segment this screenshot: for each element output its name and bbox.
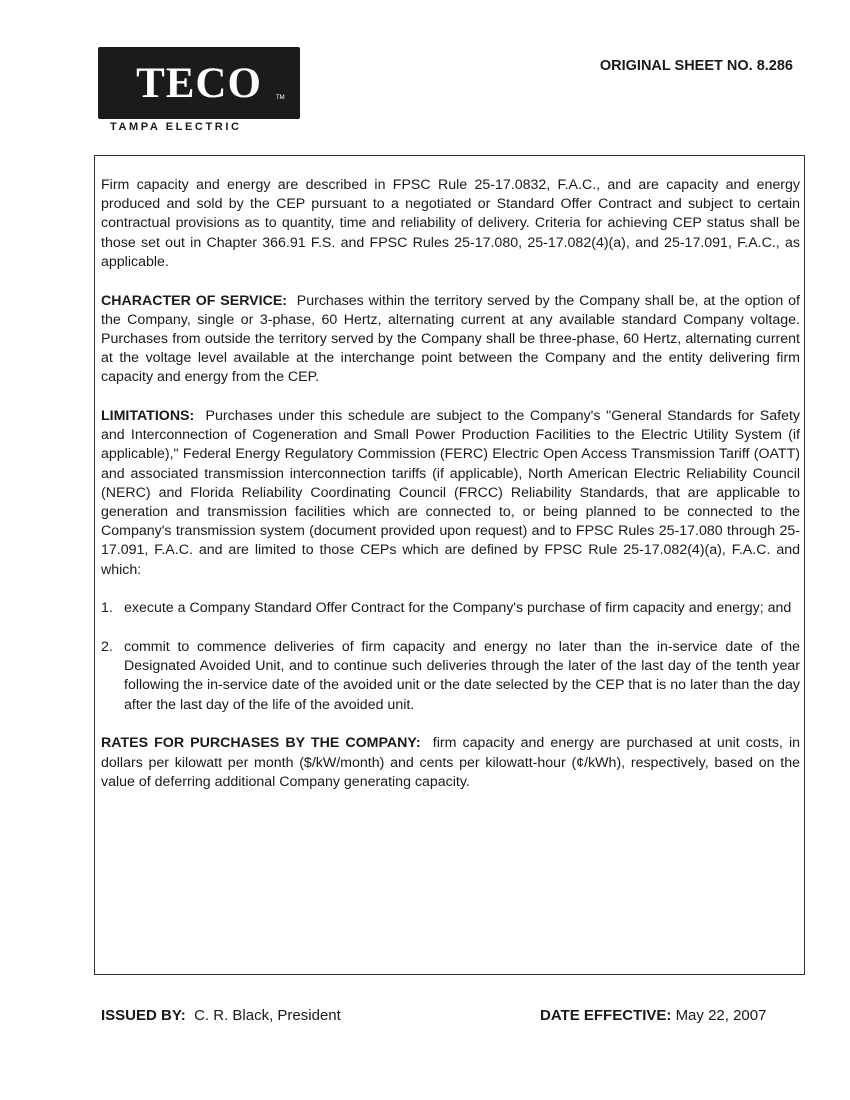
date-effective-value: May 22, 2007 bbox=[675, 1007, 767, 1024]
character-of-service-heading: CHARACTER OF SERVICE: bbox=[101, 292, 288, 309]
date-effective bbox=[540, 1007, 766, 1024]
logo-wordmark: TECO bbox=[136, 60, 262, 107]
intro-paragraph: Firm capacity and energy are described in FPSC Rule 25-17.0832, F.A.C., and are capacity and energy produced and sold by the CEP pursuant to a negotiated or Standard Offer Contract and subject to certain contractual provisions as to quantity, time and reliability of delivery. Criteria for achieving CEP status shall be those set out in Chapter 366.91 F.S. and FPSC Rules 25-17.080, 25-17.082(4)(a), and 25-17.091, F.A.C., as applicable. bbox=[101, 177, 800, 270]
issued-by-label: ISSUED BY: bbox=[101, 1007, 186, 1024]
character-of-service-text: Purchases within the territory served by the Company shall be, at the option of the Company, single or 3-phase, 60 Hertz, alternating current at any available standard Company voltage. Purchases from outside the territory served by the Company shall be three-phase, 60 Hertz, alternating current at the voltage level available at the interchange point between the Company and the entity delivering firm capacity and energy from the CEP. bbox=[101, 292, 800, 386]
issued-by bbox=[101, 1007, 341, 1024]
tariff-body bbox=[101, 176, 800, 811]
list-text: commit to commence deliveries of firm capacity and energy no later than the in-service date of the Designated Avoided Unit, and to continue such deliveries through the later of the last day of the tenth year following the in-service date of the avoided unit or the date selected by the CEP that is no later than the day after the last day of the life of the avoided unit. bbox=[124, 639, 800, 713]
list-item bbox=[101, 638, 800, 715]
character-of-service-paragraph bbox=[101, 292, 800, 388]
rates-text: firm capacity and energy are purchased at unit costs, in dollars per kilowatt per month ($/kW/month) and cents per kilowatt-hour (¢/kWh), respectively, based on the value of deferring additional Company generating capacity. bbox=[101, 735, 800, 790]
issued-by-value: C. R. Black, President bbox=[194, 1007, 341, 1024]
logo-subtitle: TAMPA ELECTRIC bbox=[110, 121, 242, 133]
list-number: 1. bbox=[101, 600, 113, 617]
rates-paragraph bbox=[101, 734, 800, 792]
limitations-heading: LIMITATIONS: bbox=[101, 408, 195, 425]
logo-trademark: TM bbox=[276, 95, 285, 101]
list-text: execute a Company Standard Offer Contract for the Company's purchase of firm capacity and energy; and bbox=[124, 600, 792, 617]
rates-heading: RATES FOR PURCHASES BY THE COMPANY: bbox=[101, 735, 421, 752]
limitations-paragraph bbox=[101, 407, 800, 580]
sheet-number: ORIGINAL SHEET NO. 8.286 bbox=[599, 58, 793, 74]
list-item bbox=[101, 599, 800, 618]
list-number: 2. bbox=[101, 639, 113, 656]
date-effective-label: DATE EFFECTIVE: bbox=[540, 1007, 672, 1024]
teco-logo bbox=[98, 47, 300, 119]
limitations-text: Purchases under this schedule are subject to the Company's "General Standards for Safety and Interconnection of Cogeneration and Small Power Production Facilities to the Electric Utility System (if applicable)," Federal Energy Regulatory Commission (FERC) Electric Open Access Transmission Tariff (OATT) and associated transmission interconnection tariffs (if applicable), North American Electric Reliability Council (NERC) and Florida Reliability Coordinating Council (FRCC) Reliability Standards, that are applicable to generation and transmission facilities which are connected to, or being planned to be connected to the Company's transmission system (document provided upon request) and to FPSC Rules 25-17.080 through 25-17.091, F.A.C. and are limited to those CEPs which are defined by FPSC Rule 25-17.082(4)(a), F.A.C. and which: bbox=[101, 408, 800, 578]
